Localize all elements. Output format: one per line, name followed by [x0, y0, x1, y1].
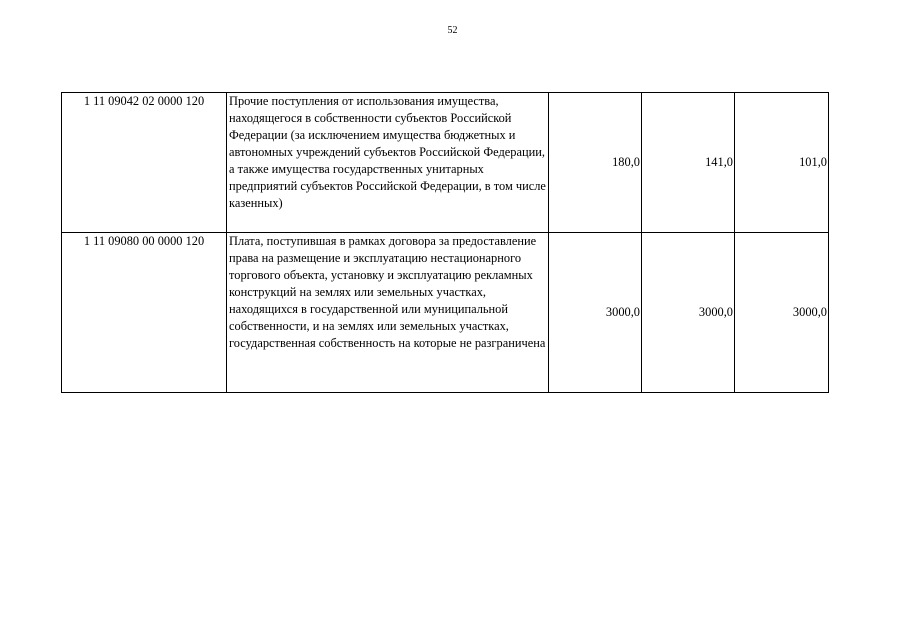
amount-year-1-cell: 3000,0 [549, 233, 642, 393]
budget-code-cell: 1 11 09042 02 0000 120 [62, 93, 227, 233]
budget-code-cell: 1 11 09080 00 0000 120 [62, 233, 227, 393]
page-number: 52 [447, 25, 458, 36]
amount-year-3-cell: 101,0 [735, 93, 829, 233]
income-name-cell: Прочие поступления от использования имущества, находящегося в собственности субъектов Российской Федерации (за исключением имущества бюджетных и автономных учреждений субъектов Российской Федерации, а также имущества государственных унитарных предприятий субъектов Российской Федерации, в том числе казенных) [227, 93, 549, 233]
amount-year-2-cell: 141,0 [642, 93, 735, 233]
amount-year-2-cell: 3000,0 [642, 233, 735, 393]
amount-year-1-cell: 180,0 [549, 93, 642, 233]
table-row [62, 233, 829, 393]
table-row [62, 93, 829, 233]
income-name-cell: Плата, поступившая в рамках договора за предоставление права на размещение и эксплуатацию нестационарного торгового объекта, установку и эксплуатацию рекламных конструкций на землях или земельных участках, находящихся в государственной или муниципальной собственности, и на землях или земельных участках, государственная собственность на которые не разграничена [227, 233, 549, 393]
budget-table [61, 92, 829, 393]
amount-year-3-cell: 3000,0 [735, 233, 829, 393]
